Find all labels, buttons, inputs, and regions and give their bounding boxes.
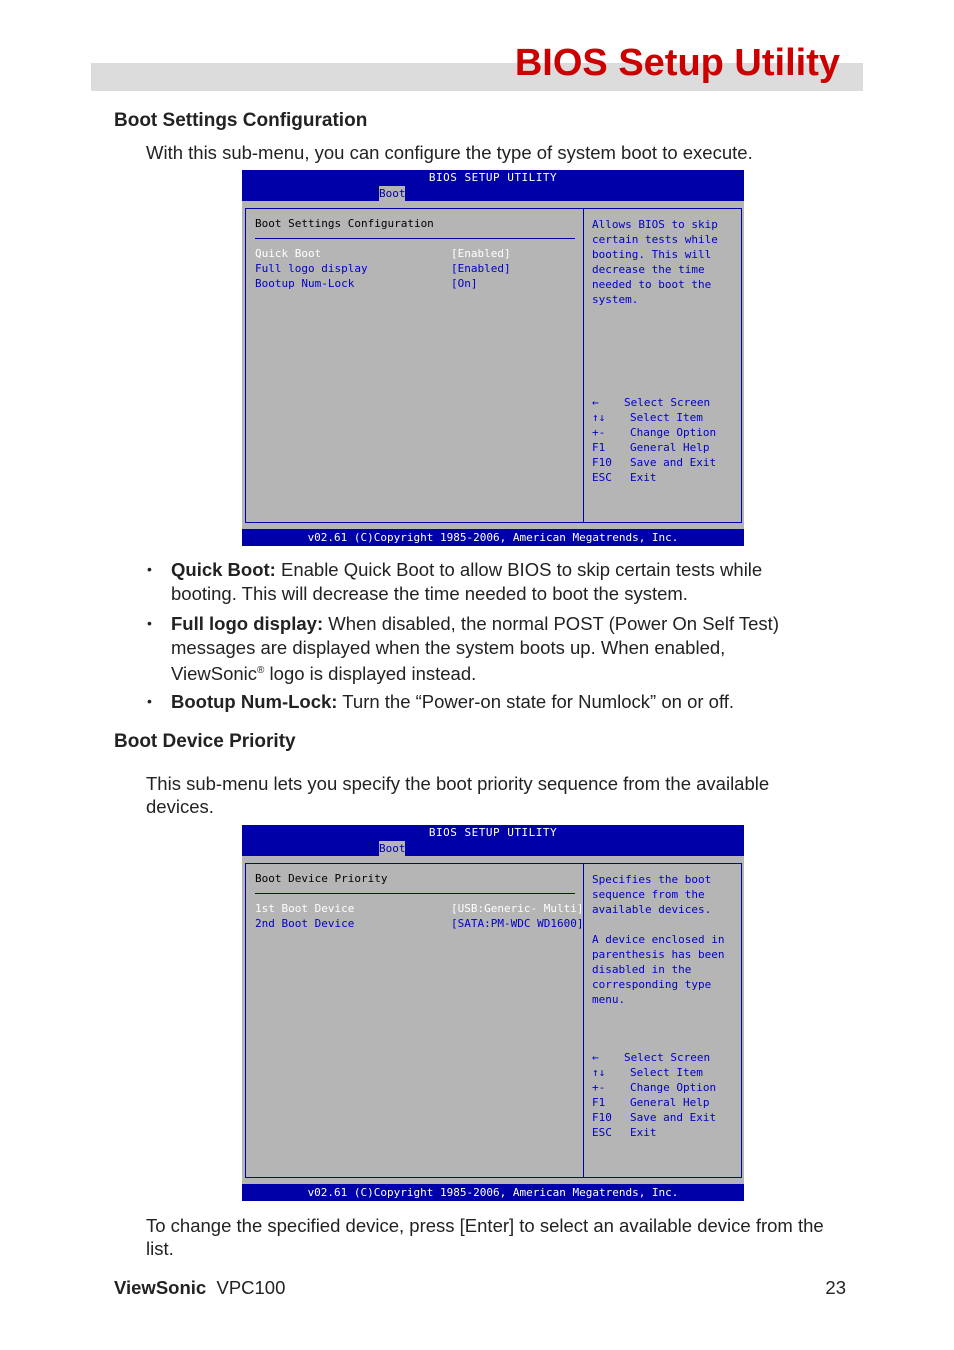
- bios-key: ↑↓: [592, 411, 606, 424]
- bios-key: ESC: [592, 471, 612, 484]
- page-title: BIOS Setup Utility: [514, 42, 840, 84]
- bios-key-desc: Exit: [630, 1126, 657, 1139]
- footer-model: VPC100: [216, 1277, 286, 1298]
- bios-key: F10: [592, 456, 612, 469]
- bios-key-desc: Select Item: [630, 1066, 703, 1079]
- bullet-item-bootup-num-lock: [147, 690, 811, 714]
- bullet-text: When disabled, the normal POST (Power On Self Test) messages are displayed when the system boots up. When enabled, ViewSonic: [171, 613, 779, 685]
- bios-section-title: Boot Device Priority: [255, 872, 388, 885]
- section-intro-boot-device-priority: This sub-menu lets you specify the boot priority sequence from the available devices.: [146, 773, 770, 817]
- bios-key: F10: [592, 1111, 612, 1124]
- bios-footer: v02.61 (C)Copyright 1985-2006, American Megatrends, Inc.: [242, 529, 744, 546]
- bios-key-desc: Change Option: [630, 1081, 717, 1094]
- bullet-item-quick-boot: [147, 558, 811, 605]
- bios-help-panel: [583, 208, 742, 523]
- bios-title-bar: BIOS SETUP UTILITY: [242, 825, 744, 841]
- bullet-term: Full logo display:: [171, 613, 324, 634]
- bios-tab-boot[interactable]: Boot: [379, 842, 406, 855]
- bios-help-panel: [583, 863, 742, 1178]
- bios-key-desc: Select Screen: [624, 1051, 711, 1064]
- bios-key: F1: [592, 1096, 606, 1109]
- bios-option-bootup-num-lock[interactable]: Bootup Num-Lock: [255, 277, 355, 290]
- bios-screenshot-boot-device-priority: [242, 825, 744, 1201]
- footer-brand: [114, 1277, 285, 1299]
- bios-key-desc: Select Screen: [624, 396, 711, 409]
- bios-key: ↑↓: [592, 1066, 606, 1079]
- divider: [255, 893, 575, 894]
- bios-tab-row: [242, 841, 744, 856]
- registered-mark: ®: [257, 665, 265, 676]
- bullet-dot: •: [147, 561, 152, 577]
- bios-key: +-: [592, 426, 606, 439]
- bullet-term: Quick Boot:: [171, 559, 276, 580]
- bullet-text: Enable Quick Boot to allow BIOS to skip certain tests while booting. This will decrease the time needed to boot the system.: [171, 559, 763, 604]
- bios-value-2nd-boot-device[interactable]: [SATA:PM-WDC WD1600]: [451, 917, 584, 930]
- bullet-text-cont: logo is displayed instead.: [264, 663, 477, 685]
- bios-key: ESC: [592, 1126, 612, 1139]
- bios-title-bar: BIOS SETUP UTILITY: [242, 170, 744, 186]
- section-heading-boot-settings: Boot Settings Configuration: [114, 110, 368, 131]
- bios-key: ←: [592, 396, 599, 409]
- bios-option-full-logo-display[interactable]: Full logo display: [255, 262, 368, 275]
- bullet-item-full-logo-display: [147, 612, 811, 686]
- bullet-dot: •: [147, 693, 152, 709]
- bios-footer: v02.61 (C)Copyright 1985-2006, American Megatrends, Inc.: [242, 1184, 744, 1201]
- bios-key-desc: Save and Exit: [630, 1111, 717, 1124]
- bios-value-quick-boot[interactable]: [Enabled]: [451, 247, 511, 260]
- bios-key: +-: [592, 1081, 606, 1094]
- bios-key-desc: Select Item: [630, 411, 703, 424]
- bios-value-bootup-num-lock[interactable]: [On]: [451, 277, 478, 290]
- bios-value-full-logo-display[interactable]: [Enabled]: [451, 262, 511, 275]
- bullet-term: Bootup Num-Lock:: [171, 691, 338, 712]
- bios-screenshot-boot-settings: [242, 170, 744, 546]
- bios-section-title: Boot Settings Configuration: [255, 217, 434, 230]
- bios-key-desc: Exit: [630, 471, 657, 484]
- bios-value-1st-boot-device[interactable]: [USB:Generic- Multi]: [451, 902, 584, 915]
- bios-key-desc: General Help: [630, 441, 710, 454]
- bios-options-panel: [245, 208, 584, 523]
- divider: [255, 238, 575, 239]
- bullet-text: Turn the “Power-on state for Numlock” on or off.: [337, 691, 735, 712]
- bios-option-1st-boot-device[interactable]: 1st Boot Device: [255, 902, 355, 915]
- section-intro-boot-settings: With this sub-menu, you can configure the type of system boot to execute.: [146, 142, 753, 163]
- section-heading-boot-device-priority: Boot Device Priority: [114, 731, 296, 752]
- bios-tab-boot[interactable]: Boot: [379, 187, 406, 200]
- bios-help-text: Allows BIOS to skip certain tests while booting. This will decrease the time needed to boot the system.: [592, 218, 718, 306]
- page-number: 23: [825, 1277, 846, 1298]
- bios-tab-row: [242, 186, 744, 201]
- bios-options-panel: [245, 863, 584, 1178]
- bios-option-quick-boot[interactable]: Quick Boot: [255, 247, 322, 260]
- bios-key: ←: [592, 1051, 599, 1064]
- bios-key-desc: Save and Exit: [630, 456, 717, 469]
- bullet-dot: •: [147, 615, 152, 631]
- closing-paragraph: To change the specified device, press [Enter] to select an available device from the list.: [146, 1215, 824, 1259]
- bios-option-2nd-boot-device[interactable]: 2nd Boot Device: [255, 917, 355, 930]
- bios-key: F1: [592, 441, 606, 454]
- bios-help-text: Specifies the boot sequence from the available devices. A device enclosed in parenthesis has been disabled in the corresponding type menu.: [592, 873, 725, 1006]
- bios-key-desc: Change Option: [630, 426, 717, 439]
- bios-key-desc: General Help: [630, 1096, 710, 1109]
- footer-brand-name: ViewSonic: [114, 1277, 207, 1298]
